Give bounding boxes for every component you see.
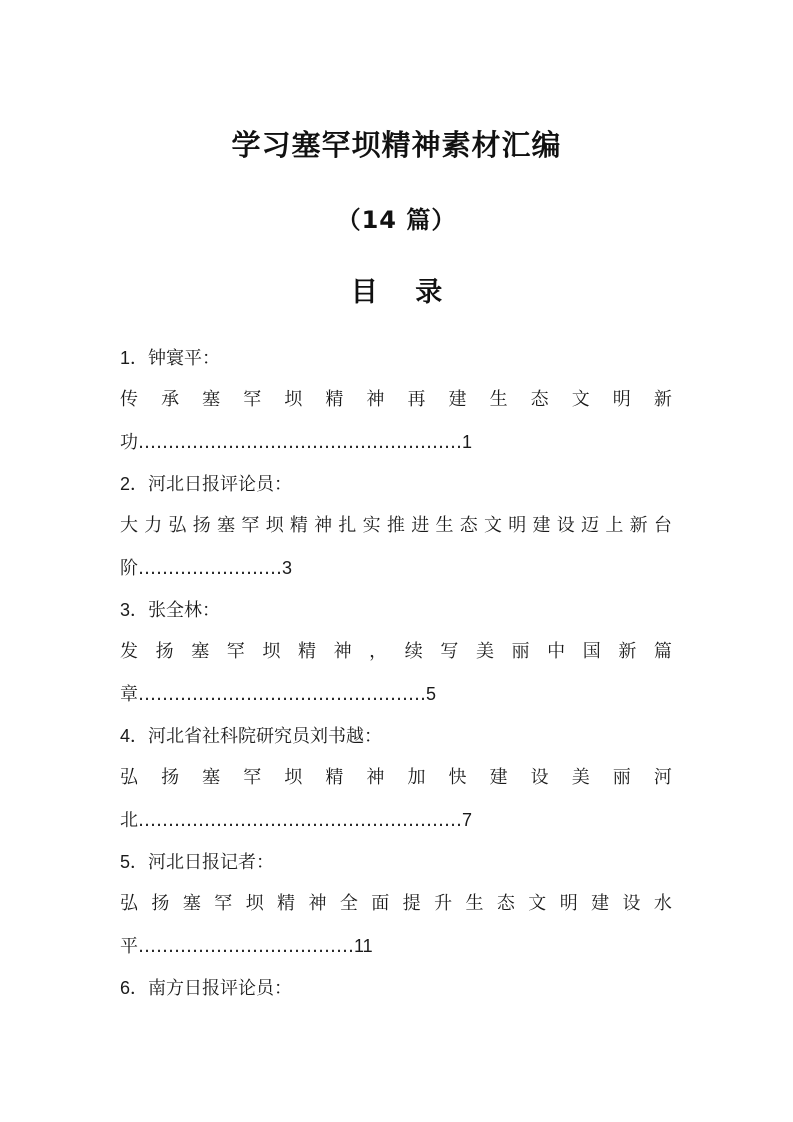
toc-entry-leader[interactable] xyxy=(120,430,672,455)
toc-entry-author xyxy=(120,724,672,749)
toc-entry-title[interactable] xyxy=(120,892,672,916)
toc-leader-dots: …………………… xyxy=(138,558,282,579)
toc-entry-number: 3． xyxy=(120,600,149,620)
toc-page-number: 1 xyxy=(462,432,473,452)
toc-title-char: 罕 xyxy=(243,767,262,788)
toc-title-char: 承 xyxy=(161,389,180,410)
toc-entry-title-tail: 章 xyxy=(120,684,138,705)
toc-title-char: 态 xyxy=(459,515,478,536)
toc-title-char: 弘 xyxy=(120,767,138,788)
toc-entry-title[interactable] xyxy=(120,640,672,664)
document-title: 学习塞罕坝精神素材汇编 xyxy=(231,128,562,162)
toc-title-char: 水 xyxy=(653,893,672,914)
toc-title-char: 写 xyxy=(440,641,459,662)
toc-title-char: 塞 xyxy=(202,767,221,788)
toc-title-char: 精 xyxy=(277,893,296,914)
toc-title-char: 国 xyxy=(582,641,601,662)
toc-title-char: 全 xyxy=(339,893,358,914)
toc-entry-author xyxy=(120,346,672,371)
toc-title-char: 实 xyxy=(362,515,381,536)
toc-title-char: 坝 xyxy=(262,641,281,662)
toc-title-char: 扬 xyxy=(161,767,180,788)
toc-entry-author-name: 河北日报评论员： xyxy=(148,474,293,495)
toc-title-char: 发 xyxy=(120,641,138,662)
toc-title-char: 精 xyxy=(325,767,344,788)
toc-title-char: 丽 xyxy=(612,767,631,788)
toc-title-char: 快 xyxy=(448,767,467,788)
toc-title-char: 扬 xyxy=(151,893,170,914)
toc-entry-leader[interactable] xyxy=(120,556,672,581)
toc-entry-number: 5． xyxy=(120,852,149,872)
toc-entry-number: 4． xyxy=(120,726,149,746)
toc-title-char: 生 xyxy=(435,515,454,536)
toc-title-char: 精 xyxy=(289,515,308,536)
toc-title-char: 明 xyxy=(508,515,527,536)
toc-title-char: 坝 xyxy=(245,893,264,914)
toc-title-char: 建 xyxy=(489,767,508,788)
toc-entry-author xyxy=(120,598,672,623)
toc-title-char: 文 xyxy=(483,515,502,536)
toc-title-char: 新 xyxy=(618,641,637,662)
toc-page-number: 3 xyxy=(282,558,293,578)
toc-entry-title[interactable] xyxy=(120,514,672,538)
toc-leader-dots: ……………………………………………… xyxy=(138,432,462,453)
toc-title-char: 设 xyxy=(530,767,549,788)
toc-title-char: 迈 xyxy=(581,515,600,536)
toc-title-char: 文 xyxy=(528,893,547,914)
toc-title-char: 塞 xyxy=(202,389,221,410)
toc-title-char: 塞 xyxy=(182,893,201,914)
toc-title-char: 河 xyxy=(653,767,672,788)
toc-title-char: 神 xyxy=(308,893,327,914)
toc-title-char: 扬 xyxy=(192,515,211,536)
toc-leader-dots: ………………………………………… xyxy=(138,684,426,705)
toc-title-char: 明 xyxy=(559,893,578,914)
toc-entry-leader[interactable] xyxy=(120,808,672,833)
toc-title-char: 建 xyxy=(532,515,551,536)
toc-title-char: 篇 xyxy=(653,641,672,662)
toc-entry-title[interactable] xyxy=(120,388,672,412)
toc-title-char: ， xyxy=(369,641,388,662)
toc-title-char: 精 xyxy=(297,641,316,662)
toc-entry-number: 6． xyxy=(120,978,149,998)
toc-title-char: 推 xyxy=(386,515,405,536)
toc-title-char: 面 xyxy=(371,893,390,914)
toc-title-char: 新 xyxy=(653,389,672,410)
toc-title-char: 加 xyxy=(407,767,426,788)
toc-title-char: 建 xyxy=(591,893,610,914)
toc-entry-leader[interactable] xyxy=(120,682,672,707)
toc-page-number: 11 xyxy=(354,936,373,956)
document-subtitle: （14 篇） xyxy=(336,206,457,234)
toc-entry-author-name: 河北日报记者： xyxy=(148,852,275,873)
toc-title-char: 提 xyxy=(402,893,421,914)
toc-title-char: 续 xyxy=(404,641,423,662)
toc-entry-author-name: 张全林： xyxy=(148,600,221,621)
toc-title-char: 生 xyxy=(489,389,508,410)
toc-entry-title-tail: 北 xyxy=(120,810,138,831)
toc-entry-title-tail: 阶 xyxy=(120,558,138,579)
toc-entry-author xyxy=(120,976,672,1001)
toc-page-number: 5 xyxy=(426,684,437,704)
toc-title-char: 罕 xyxy=(241,515,260,536)
toc-entry-author-name: 河北省社科院研究员刘书越： xyxy=(148,726,383,747)
toc-entry-number: 2． xyxy=(120,474,149,494)
toc-title-char: 设 xyxy=(622,893,641,914)
toc-title-char: 弘 xyxy=(168,515,187,536)
toc-title-char: 神 xyxy=(314,515,333,536)
toc-title-char: 升 xyxy=(434,893,453,914)
toc-title-char: 上 xyxy=(605,515,624,536)
toc-title-char: 罕 xyxy=(214,893,233,914)
toc-entry-number: 1． xyxy=(120,348,149,368)
toc-entry-author xyxy=(120,850,672,875)
toc-title-char: 文 xyxy=(571,389,590,410)
toc-title-char: 弘 xyxy=(120,893,138,914)
toc-title-char: 塞 xyxy=(217,515,236,536)
toc-title-char: 罕 xyxy=(226,641,245,662)
toc-title-char: 神 xyxy=(366,389,385,410)
toc-title-char: 进 xyxy=(411,515,430,536)
toc-entry-author xyxy=(120,472,672,497)
toc-title-char: 态 xyxy=(496,893,515,914)
toc-leader-dots: ……………………………………………… xyxy=(138,810,462,831)
toc-title-char: 新 xyxy=(629,515,648,536)
toc-title-char: 神 xyxy=(333,641,352,662)
toc-title-char: 生 xyxy=(465,893,484,914)
toc-title-char: 态 xyxy=(530,389,549,410)
toc-title-char: 再 xyxy=(407,389,426,410)
toc-entry-author-name: 南方日报评论员： xyxy=(148,978,293,999)
toc-title-char: 美 xyxy=(475,641,494,662)
toc-title-char: 扎 xyxy=(338,515,357,536)
toc-title-char: 台 xyxy=(653,515,672,536)
toc-page-number: 7 xyxy=(462,810,473,830)
toc-entry-leader[interactable] xyxy=(120,934,672,959)
toc-title-char: 坝 xyxy=(265,515,284,536)
toc-title-char: 丽 xyxy=(511,641,530,662)
toc-title-char: 精 xyxy=(325,389,344,410)
toc-entry-author-name: 钟寰平： xyxy=(148,348,221,369)
toc-title-char: 神 xyxy=(366,767,385,788)
toc-leader-dots: ……………………………… xyxy=(138,936,354,957)
toc-heading: 目 录 xyxy=(350,277,457,308)
toc-title-char: 明 xyxy=(612,389,631,410)
toc-title-char: 建 xyxy=(448,389,467,410)
toc-title-char: 塞 xyxy=(191,641,210,662)
toc-title-char: 罕 xyxy=(243,389,262,410)
toc-entry-title[interactable] xyxy=(120,766,672,790)
toc-title-char: 设 xyxy=(556,515,575,536)
toc-title-char: 中 xyxy=(547,641,566,662)
toc-entry-title-tail: 功 xyxy=(120,432,138,453)
toc-title-char: 坝 xyxy=(284,389,303,410)
toc-title-char: 扬 xyxy=(155,641,174,662)
toc-title-char: 传 xyxy=(120,389,138,410)
toc-title-char: 力 xyxy=(144,515,163,536)
toc-title-char: 美 xyxy=(571,767,590,788)
toc-entry-title-tail: 平 xyxy=(120,936,138,957)
toc-title-char: 大 xyxy=(120,515,138,536)
toc-title-char: 坝 xyxy=(284,767,303,788)
